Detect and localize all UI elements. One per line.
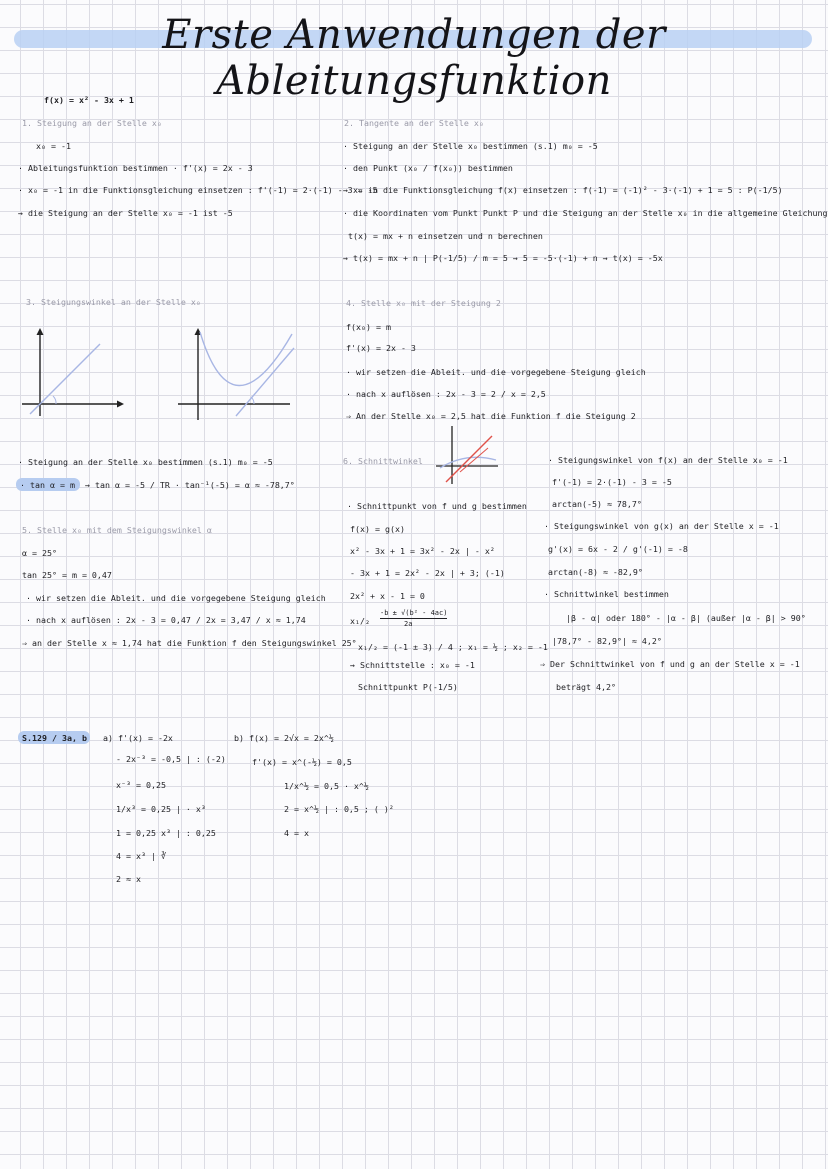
s6-a5: 2x² + x - 1 = 0 [350, 591, 425, 601]
ex-a-line-6: 4 = x³ | ∛ [116, 851, 166, 861]
section-6-heading: 6. Schnittwinkel [343, 456, 423, 466]
s6-a9: Schnittpunkt P(-1/5) [358, 682, 458, 692]
s6-b4: · Steigungswinkel von g(x) an der Stelle x = -1 [544, 521, 779, 531]
s6-a6-numerator: -b ± √(b² - 4ac) [380, 609, 448, 617]
s4-line-1: f(x₀) = m [346, 322, 391, 332]
s4-line-4: · nach x auflösen : 2x - 3 = 2 / x = 2,5 [346, 389, 546, 399]
section-4-heading: 4. Stelle x₀ mit der Steigung 2 [346, 298, 501, 308]
arrow-x-1 [117, 401, 124, 408]
s6-b9: |78,7° - 82,9°| ≈ 4,2° [552, 636, 662, 646]
s6-a6-var: x₁/₂ [350, 616, 370, 626]
s6-b10: ⇒ Der Schnittwinkel von f und g an der Stelle x = -1 [540, 659, 800, 669]
parabola-curve [200, 332, 292, 386]
s1-line-4: → die Steigung an der Stelle x₀ = -1 ist -5 [18, 208, 233, 218]
s6-b2: f'(-1) = 2·(-1) - 3 = -5 [552, 477, 672, 487]
ex-b-line-3: 1/x^½ = 0,5 · x^½ [284, 781, 369, 791]
s5-line-1: α = 25° [22, 548, 57, 558]
exercise-label: S.129 / 3a, b [22, 733, 87, 743]
angle-arc-1 [53, 396, 56, 404]
s4-line-5: ⇒ An der Stelle x₀ = 2,5 hat die Funktion f die Steigung 2 [346, 411, 636, 421]
s5-line-4: · nach x auflösen : 2x - 3 = 0,47 / 2x = 3,47 / x ≈ 1,74 [26, 615, 306, 625]
s2-line-1: · Steigung an der Stelle x₀ bestimmen (s.1) m₀ = -5 [343, 141, 598, 151]
section-3-heading: 3. Steigungswinkel an der Stelle x₀ [26, 297, 201, 307]
s6-a1: · Schnittpunkt von f und g bestimmen [347, 501, 527, 511]
s6-b1: · Steigungswinkel von f(x) an der Stelle x₀ = -1 [548, 455, 788, 465]
s6-a3: x² - 3x + 1 = 3x² - 2x | - x² [350, 546, 495, 556]
page-title: Erste Anwendungen der Ableitungsfunktion [162, 12, 666, 104]
ex-b-line-1: b) f(x) = 2√x = 2x^½ [234, 733, 334, 743]
s5-line-2: tan 25° = m = 0,47 [22, 570, 112, 580]
line-f [446, 436, 492, 482]
s2-line-5: t(x) = mx + n einsetzen und n berechnen [348, 231, 543, 241]
line-f-2 [460, 448, 488, 472]
s6-a4: - 3x + 1 = 2x² - 2x | + 3; (-1) [350, 568, 505, 578]
intersection-sketch [436, 422, 506, 488]
s6-b3: arctan(-5) ≈ 78,7° [552, 499, 642, 509]
s6-b6: arctan(-8) ≈ -82,9° [548, 567, 643, 577]
ex-a-line-1: a) f'(x) = -2x [103, 733, 173, 743]
s6-a6-denominator: 2a [404, 620, 413, 628]
s1-line-2: · Ableitungsfunktion bestimmen · f'(x) = 2x - 3 [18, 163, 253, 173]
ex-a-line-5: 1 = 0,25 x³ | : 0,25 [116, 828, 216, 838]
s6-b8: |β - α| oder 180° - |α - β| (außer |α - β| > 90° [566, 613, 806, 623]
s2-line-6: → t(x) = mx + n | P(-1/5) / m = 5 → 5 = -5·(-1) + n → t(x) = -5x [343, 253, 663, 263]
s1-line-3: · x₀ = -1 in die Funktionsgleichung einsetzen : f'(-1) = 2·(-1) - 3 = -5 [18, 185, 378, 195]
s6-b11: beträgt 4,2° [556, 682, 616, 692]
s6-b5: g'(x) = 6x - 2 / g'(-1) = -8 [548, 544, 688, 554]
section-5-heading: 5. Stelle x₀ mit dem Steigungswinkel α [22, 525, 212, 535]
ex-a-line-7: 2 ≈ x [116, 874, 141, 884]
section-2-heading: 2. Tangente an der Stelle x₀ [344, 118, 484, 128]
s4-line-2: f'(x) = 2x - 3 [346, 343, 416, 353]
arrow-y-1 [37, 328, 44, 335]
ex-a-line-3: x⁻³ = 0,25 [116, 780, 166, 790]
ex-a-line-2: - 2x⁻³ = -0,5 | : (-2) [116, 754, 226, 764]
s6-a2: f(x) = g(x) [350, 524, 405, 534]
s6-a8: → Schnittstelle : x₀ = -1 [350, 660, 475, 670]
s1-line-1: x₀ = -1 [36, 141, 71, 151]
s2-line-4: · die Koordinaten vom Punkt Punkt P und die Steigung an der Stelle x₀ in die allgemeine Gleichung [343, 208, 828, 218]
s2-line-3: → x₀ in die Funktionsgleichung f(x) einsetzen : f(-1) = (-1)² - 3·(-1) + 1 = 5 : P(-1/5) [343, 185, 783, 195]
section-1-heading: 1. Steigung an der Stelle x₀ [22, 118, 162, 128]
s3-line-2: → tan α = -5 / TR · tan⁻¹(-5) = α ≈ -78,7° [85, 480, 295, 490]
s4-line-3: · wir setzen die Ableit. und die vorgegebene Steigung gleich [346, 367, 646, 377]
s3-line-1: · Steigung an der Stelle x₀ bestimmen (s.1) m₀ = -5 [18, 457, 273, 467]
s6-a7: x₁/₂ = (-1 ± 3) / 4 ; x₁ = ½ ; x₂ = -1 [358, 642, 548, 652]
s3-pill-text: · tan α = m [20, 480, 75, 490]
s6-b7: · Schnittwinkel bestimmen [544, 589, 669, 599]
angle-arc-2 [251, 397, 254, 404]
s5-line-3: · wir setzen die Ableit. und die vorgegebene Steigung gleich [26, 593, 326, 603]
angle-sketch-parabola [174, 320, 304, 430]
tangent-line-2 [236, 348, 294, 416]
ex-a-line-4: 1/x³ = 0,25 | · x³ [116, 804, 206, 814]
ex-b-line-4: 2 = x^½ | : 0,5 ; ( )² [284, 804, 394, 814]
angle-sketch-line [18, 320, 128, 430]
function-definition: f(x) = x² - 3x + 1 [44, 95, 134, 105]
ex-b-line-5: 4 = x [284, 828, 309, 838]
ex-b-line-2: f'(x) = x^(-½) = 0,5 [252, 757, 352, 767]
s5-line-5: ⇒ an der Stelle x ≈ 1,74 hat die Funktion f den Steigungswinkel 25° [22, 638, 357, 648]
s2-line-2: · den Punkt (x₀ / f(x₀)) bestimmen [343, 163, 513, 173]
